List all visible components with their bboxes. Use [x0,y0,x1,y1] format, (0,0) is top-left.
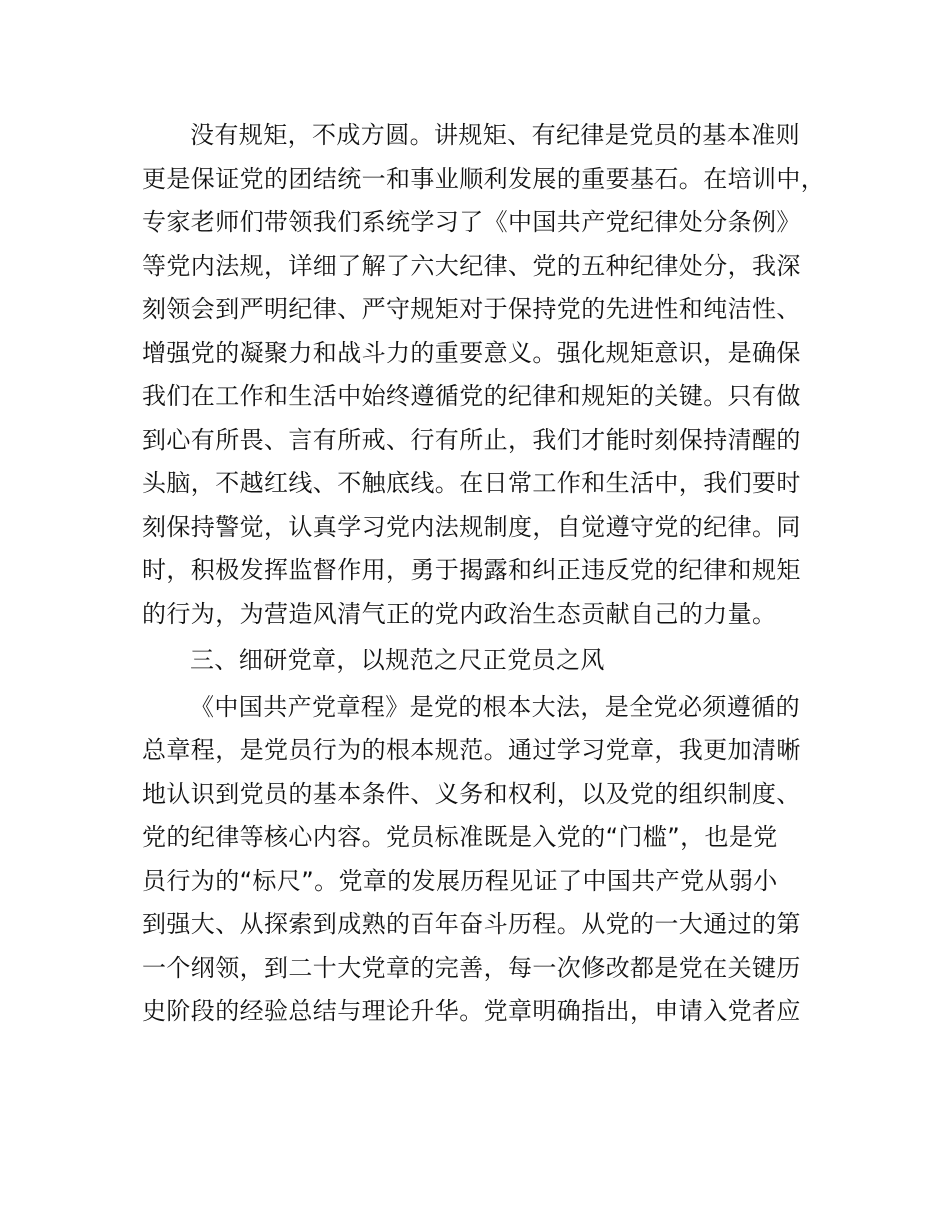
text-line: 没有规矩，不成方圆。讲规矩、有纪律是党员的基本准则 [190,121,800,149]
text-line: 党的纪律等核心内容。党员标准既是入党的“门槛”，也是党 [142,823,778,851]
text-line: 时，积极发挥监督作用，勇于揭露和纠正违反党的纪律和规矩 [142,556,801,584]
text-line: 刻保持警觉，认真学习党内法规制度，自觉遵守党的纪律。同 [142,512,801,541]
text-line: 员行为的“标尺”。党章的发展历程见证了中国共产党从弱小 [142,866,778,895]
text-line: 增强党的凝聚力和战斗力的重要意义。强化规矩意识，是确保 [142,338,801,367]
text-line: 刻领会到严明纪律、严守规矩对于保持党的先进性和纯洁性、 [142,295,801,323]
text-line: 等党内法规，详细了解了六大纪律、党的五种纪律处分，我深 [142,251,801,280]
text-line: 更是保证党的团结统一和事业顺利发展的重要基石。在培训中， [142,164,826,193]
text-line: 总章程，是党员行为的根本规范。通过学习党章，我更加清晰 [142,736,801,764]
text-line: 到心有所畏、言有所戒、行有所止，我们才能时刻保持清醒的 [142,425,801,454]
text-line: 的行为，为营造风清气正的党内政治生态贡献自己的力量。 [142,599,777,628]
text-line: 一个纲领，到二十大党章的完善，每一次修改都是党在关键历 [142,953,801,982]
section-heading [142,639,832,683]
text-line: 专家老师们带领我们系统学习了《中国共产党纪律处分条例》 [142,208,801,236]
text-line: 地认识到党员的基本条件、义务和权利，以及党的组织制度、 [142,779,801,808]
text-line: 我们在工作和生活中始终遵循党的纪律和规矩的关键。只有做 [142,382,801,410]
document-body [142,114,832,1034]
paragraph-discipline [142,114,832,636]
text-line: 《中国共产党章程》是党的根本大法，是全党必须遵循的 [190,692,800,721]
text-line: 到强大、从探索到成熟的百年奋斗历程。从党的一大通过的第 [142,910,801,938]
paragraph-party-constitution [142,686,832,1034]
text-line: 头脑，不越红线、不触底线。在日常工作和生活中，我们要时 [142,469,801,497]
section-heading-text: 三、细研党章，以规范之尺正党员之风 [190,646,605,674]
text-line: 史阶段的经验总结与理论升华。党章明确指出，申请入党者应 [142,997,801,1025]
